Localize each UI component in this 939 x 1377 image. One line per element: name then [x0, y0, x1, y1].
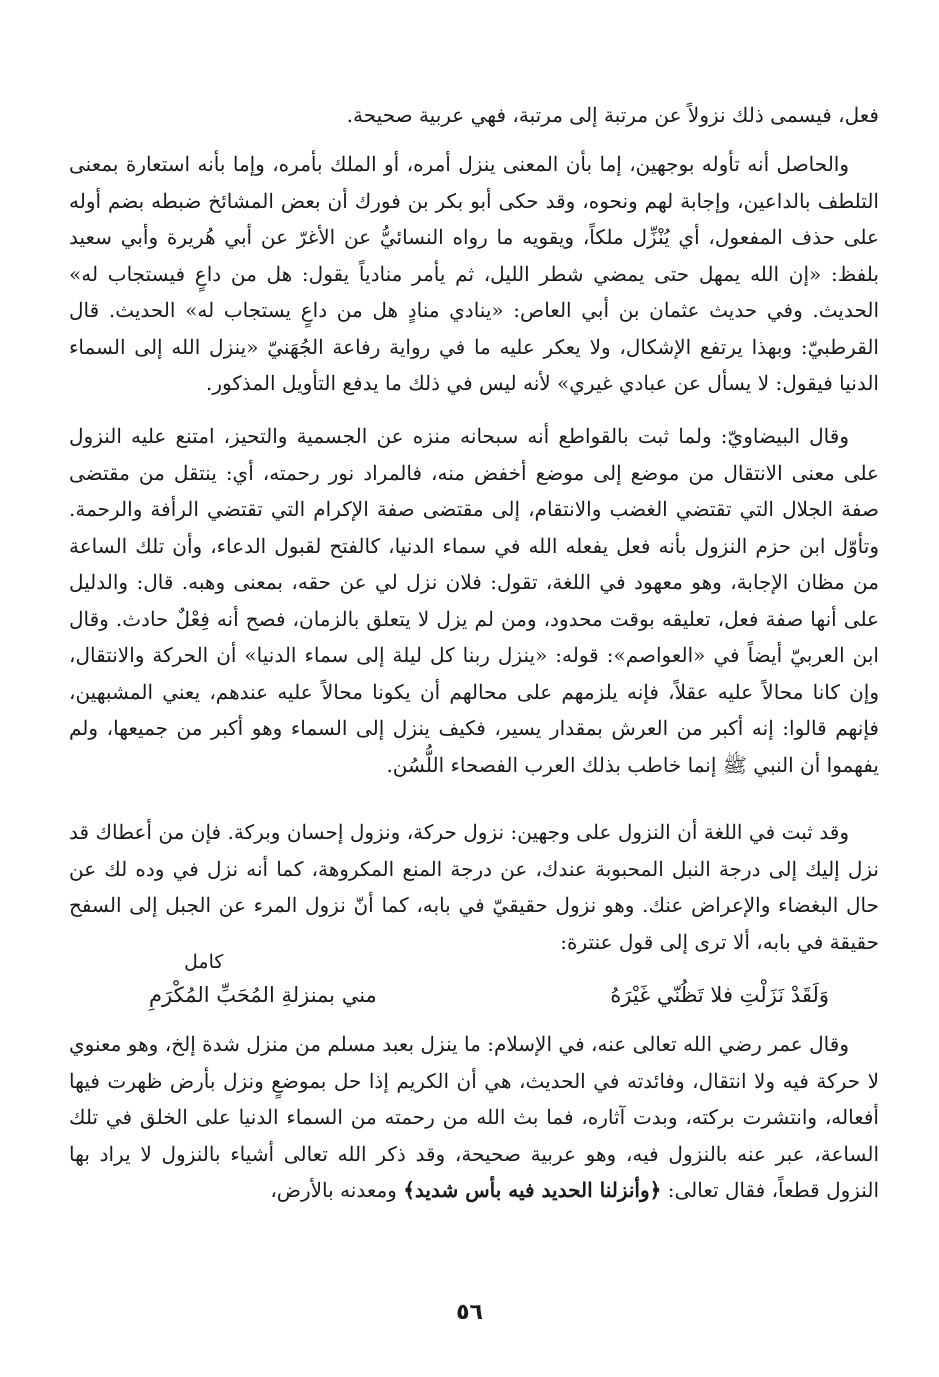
paragraph-1: والحاصل أنه تأوله بوجهين، إما بأن المعنى ينزل أمره، أو الملك بأمره، وإما بأنه استعارة بمعنى التلطف بالداعين، وإجابة لهم ونحوه، وقد حكى أبو بكر بن فورك أن بعض المشائخ ضبطه بضم أوله على حذف المفعول، أي يُنْزِّل ملكاً، ويقويه ما رواه النسائيُّ عن الأغرّ عن أبي هُريرة وأبي سعيد بلفظ: «إن الله يمهل حتى يمضي شطر الليل، ثم يأمر منادياً يقول: هل من داعٍ فيستجاب له» الحديث. وفي حديث عثمان بن أبي العاص: «ينادي منادٍ هل من داعٍ يستجاب له» الحديث. قال القرطبيّ: وبهذا يرتفع الإشكال، ولا يعكر عليه ما في رواية رفاعة الجُهَنيّ «ينزل الله إلى السماء الدنيا فيقول: لا يسأل عن عبادي غيري» لأنه ليس في ذلك ما يدفع التأويل المذكور.	[69, 152, 879, 395]
verse-first-hemistich: وَلَقَدْ نَزَلْتِ فلا تَظُنّي غَيْرَهُ	[610, 983, 829, 1007]
poem-meter-label: كامل	[184, 951, 224, 973]
poem-verse	[149, 983, 829, 1007]
quran-quote: ﴿وأنزلنا الحديد فيه بأس شديد﴾	[403, 1178, 662, 1202]
text-block-paragraph-3	[69, 814, 879, 960]
text-block-paragraph-1	[69, 146, 879, 402]
text-block-continuation	[69, 97, 879, 134]
page-number: ٥٦	[456, 1300, 483, 1325]
text-block-paragraph-4	[69, 1026, 879, 1209]
paragraph-2: وقال البيضاويّ: ولما ثبت بالقواطع أنه سبحانه منزه عن الجسمية والتحيز، امتنع عليه النزول على معنى الانتقال من موضع إلى موضع أخفض منه، فالمراد نور رحمته، أي: ينتقل من مقتضى صفة الجلال التي تقتضي الغضب والانتقام، إلى مقتضى صفة الإكرام التي تقتضي الرأفة والرحمة. وتأوّل ابن حزم النزول بأنه فعل يفعله الله في سماء الدنيا، كالفتح لقبول الدعاء، وأن تلك الساعة من مظان الإجابة، وهو معهود في اللغة، تقول: فلان نزل لي عن حقه، بمعنى وهبه. قال: والدليل على أنها صفة فعل، تعليقه بوقت محدود، ومن لم يزل لا يتعلق بالزمان، فصح أنه فِعْلٌ حادث. وقال ابن العربيّ أيضاً في «العواصم»: قوله: «ينزل ربنا كل ليلة إلى سماء الدنيا» أن الحركة والانتقال، وإن كانا محالاً عليه عقلاً، فإنه يلزمهم على محالهم أن يكونا محالاً عليه عندهم، يعني المشبهين، فإنهم قالوا: إنه أكبر من العرش بمقدار يسير، فكيف ينزل إلى السماء وهو أكبر من جميعها، ولم يفهموا أن النبي ﷺ إنما خاطب بذلك العرب الفصحاء اللُّسُن.	[69, 424, 879, 777]
verse-second-hemistich: مني بمنزلةِ المُحَبِّ المُكْرَمِ	[149, 983, 377, 1007]
text-block-paragraph-2	[69, 418, 879, 783]
paragraph-4	[69, 1026, 879, 1209]
continuation-line: فعل، فيسمى ذلك نزولاً عن مرتبة إلى مرتبة، فهي عربية صحيحة.	[346, 103, 879, 127]
paragraph-3: وقد ثبت في اللغة أن النزول على وجهين: نزول حركة، ونزول إحسان وبركة. فإن من أعطاك قد نزل إليك إلى درجة النبل المحبوبة عندك، عن درجة المنع المكروهة، كما أنه نزل في وده لك عن حال البغضاء والإعراض عنك. وهو نزول حقيقيّ في بابه، كما أنّ نزول المرء عن الجبل إلى السفح حقيقة في بابه، ألا ترى إلى قول عنترة:	[69, 820, 879, 954]
paragraph-4-end: ومعدنه بالأرض،	[270, 1178, 397, 1202]
paragraph-4-start: وقال عمر رضي الله تعالى عنه، في الإسلام: ما ينزل بعبد مسلم من منزل شدة إلخ، وهو معنوي لا حركة فيه ولا انتقال، وفائدته في الحديث، هي أن الكريم إذا حل بموضعٍ ونزل بأرض ظهرت فيها أفعاله، وانتشرت بركته، وبدت آثاره، فما بث الله من رحمته من السماء الدنيا على الخلق في تلك الساعة، عبر عنه بالنزول فيه، وهو عربية صحيحة، وقد ذكر الله تعالى أشياء بالنزول لا يراد بها النزول قطعاً، فقال تعالى:	[69, 1032, 879, 1202]
